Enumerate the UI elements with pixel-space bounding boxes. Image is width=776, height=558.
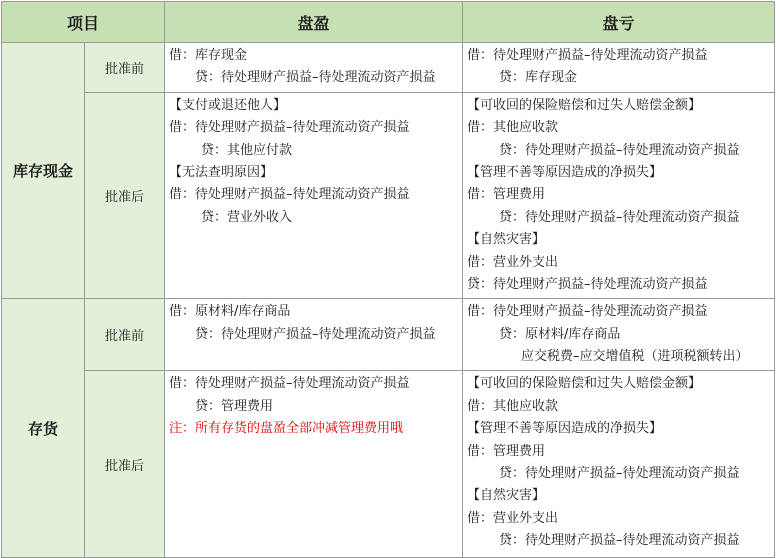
surplus-cell (165, 43, 463, 93)
entry-line: 【管理不善等原因造成的净损失】 (467, 164, 663, 180)
entry-line: 贷：待处理财产损益–待处理流动资产损益 (195, 70, 436, 86)
entry-line: 借：待处理财产损益–待处理流动资产损益 (467, 304, 708, 320)
entry-line: 贷：待处理财产损益–待处理流动资产损益 (499, 142, 740, 158)
section-name-cash: 库存现金 (2, 43, 85, 299)
journal-entry-table (1, 1, 775, 558)
entry-line: 贷：库存现金 (499, 70, 578, 86)
entry-line: 借：待处理财产损益–待处理流动资产损益 (467, 48, 708, 63)
entry-line: 【可收回的保险赔偿和过失人赔偿金额】 (467, 376, 702, 392)
loss-cell (463, 43, 775, 93)
entry-line: 贷：待处理财产损益–待处理流动资产损益 (499, 533, 740, 549)
entry-line: 【自然灾害】 (467, 488, 546, 504)
stage-label: 批准后 (85, 92, 165, 299)
entry-line: 借：待处理财产损益–待处理流动资产损益 (169, 187, 410, 203)
entry-line: 贷：管理费用 (195, 398, 274, 414)
entry-line: 借：营业外支出 (467, 254, 559, 270)
entry-line: 借：原材料/库存商品 (169, 304, 291, 320)
entry-line: 【自然灾害】 (467, 232, 546, 248)
table-row (2, 92, 775, 299)
header-surplus: 盘盈 (165, 2, 463, 43)
entry-line: 借：其他应收款 (467, 398, 559, 414)
entry-line: 借：库存现金 (169, 48, 248, 63)
stage-label: 批准前 (85, 299, 165, 371)
stage-label: 批准后 (85, 371, 165, 558)
header-loss: 盘亏 (463, 2, 775, 43)
entry-line: 【管理不善等原因造成的净损失】 (467, 421, 663, 437)
entry-line: 贷：待处理财产损益–待处理流动资产损益 (499, 209, 740, 225)
table-row (2, 299, 775, 371)
surplus-cell (165, 92, 463, 299)
entry-line: 贷：其他应付款 (201, 142, 293, 158)
entry-line: 贷：营业外收入 (201, 209, 293, 225)
table-row (2, 43, 775, 93)
entry-line: 借：营业外支出 (467, 510, 559, 526)
section-name-inventory: 存货 (2, 299, 85, 558)
entry-line: 贷：原材料/库存商品 (499, 326, 621, 342)
entry-line: 【无法查明原因】 (169, 164, 274, 180)
header-row (2, 2, 775, 43)
entry-line: 贷：待处理财产损益–待处理流动资产损益 (467, 276, 708, 292)
note-line: 注：所有存货的盘盈全部冲减管理费用哦 (169, 421, 404, 437)
entry-line: 贷：待处理财产损益–待处理流动资产损益 (195, 326, 436, 342)
stage-label: 批准前 (85, 43, 165, 93)
entry-line: 应交税费–应交增值税（进项税额转出） (521, 349, 749, 365)
entry-line: 【可收回的保险赔偿和过失人赔偿金额】 (467, 97, 702, 113)
entry-line: 借：其他应收款 (467, 120, 559, 136)
entry-line: 借：管理费用 (467, 443, 546, 459)
entry-line: 借：待处理财产损益–待处理流动资产损益 (169, 376, 410, 392)
entry-line: 贷：待处理财产损益–待处理流动资产损益 (499, 466, 740, 482)
loss-cell (463, 92, 775, 299)
header-item: 项目 (2, 2, 165, 43)
loss-cell (463, 299, 775, 371)
entry-line: 【支付或退还他人】 (169, 97, 287, 113)
entry-line: 借：管理费用 (467, 187, 546, 203)
entry-line: 借：待处理财产损益–待处理流动资产损益 (169, 120, 410, 136)
surplus-cell (165, 299, 463, 371)
